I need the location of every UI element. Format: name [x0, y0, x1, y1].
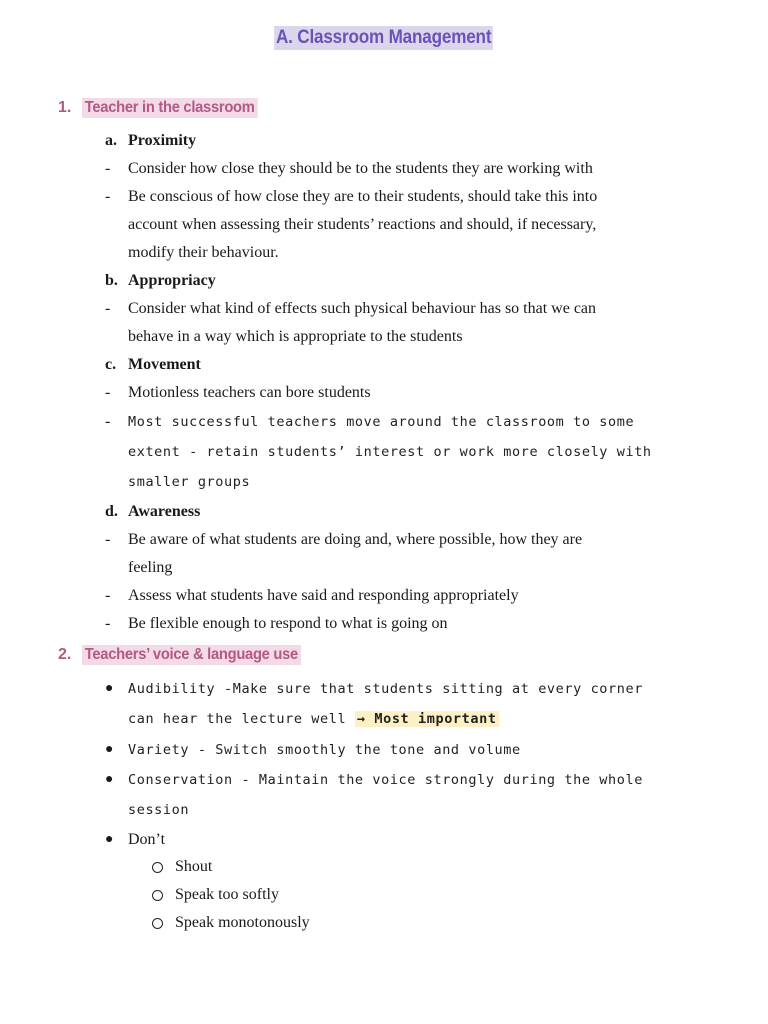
hollow-circle-icon	[152, 862, 163, 873]
proximity-item-2-line-1: Be conscious of how close they are to their students, should take this into	[128, 188, 598, 205]
variety-line: Variety - Switch smoothly the tone and volume	[128, 742, 521, 758]
most-important-highlight: → Most important	[356, 711, 497, 727]
title-wrap	[0, 26, 768, 50]
dash-marker: -	[105, 300, 111, 317]
movement-item-2-line-2: extent - retain students’ interest or work more closely with	[128, 444, 652, 460]
awareness-item-3: Be flexible enough to respond to what is going on	[128, 615, 448, 632]
bullet-icon: ●	[105, 742, 114, 757]
dash-marker: -	[105, 188, 111, 205]
dont-item-shout: Shout	[175, 858, 213, 875]
awareness-item-1-line-1: Be aware of what students are doing and, where possible, how they are	[128, 531, 583, 548]
audibility-line-2-text: can hear the lecture well	[128, 711, 355, 727]
section-2-number: 2.	[58, 646, 72, 663]
awareness-heading: Awareness	[128, 503, 201, 520]
dash-marker: -	[105, 531, 111, 548]
audibility-line-1: Audibility -Make sure that students sitting at every corner	[128, 681, 643, 697]
dash-marker: -	[105, 615, 111, 632]
proximity-item-2-line-3: modify their behaviour.	[128, 244, 279, 261]
movement-letter: c.	[105, 356, 117, 373]
conservation-line-1: Conservation - Maintain the voice strongly during the whole	[128, 772, 643, 788]
dont-label: Don’t	[128, 831, 166, 848]
movement-item-2-line-3: smaller groups	[128, 474, 251, 490]
section-2-title: Teachers’ voice & language use	[82, 645, 301, 665]
appropriacy-item-1-line-2: behave in a way which is appropriate to the students	[128, 328, 463, 345]
proximity-item-1: Consider how close they should be to the students they are working with	[128, 160, 593, 177]
appropriacy-item-1-line-1: Consider what kind of effects such physical behaviour has so that we can	[128, 300, 597, 317]
dash-marker: -	[105, 160, 111, 177]
proximity-heading: Proximity	[128, 132, 197, 149]
dash-marker: -	[105, 587, 111, 604]
awareness-item-1-line-2: feeling	[128, 559, 173, 576]
proximity-item-2-line-2: account when assessing their students’ reactions and should, if necessary,	[128, 216, 597, 233]
hollow-circle-icon	[152, 918, 163, 929]
appropriacy-heading: Appropriacy	[128, 272, 216, 289]
bullet-icon: ●	[105, 681, 114, 696]
awareness-item-2: Assess what students have said and responding appropriately	[128, 587, 519, 604]
section-1-title: Teacher in the classroom	[82, 98, 257, 118]
conservation-line-2: session	[128, 802, 190, 818]
bullet-icon: ●	[105, 832, 114, 847]
appropriacy-letter: b.	[105, 272, 118, 289]
movement-item-2-line-1: Most successful teachers move around the classroom to some	[128, 414, 635, 430]
awareness-letter: d.	[105, 503, 118, 520]
movement-heading: Movement	[128, 356, 201, 373]
hollow-circle-icon	[152, 890, 163, 901]
dont-item-soft: Speak too softly	[175, 886, 279, 903]
dash-marker: -	[105, 384, 111, 401]
audibility-line-2	[128, 709, 499, 729]
section-1-heading	[58, 98, 273, 118]
section-1-number: 1.	[58, 99, 72, 116]
bullet-icon: ●	[105, 772, 114, 787]
page-title: A. Classroom Management	[276, 27, 492, 48]
movement-item-1: Motionless teachers can bore students	[128, 384, 371, 401]
section-2-heading	[58, 645, 320, 665]
dont-item-monotone: Speak monotonously	[175, 914, 310, 931]
dash-marker: -	[105, 413, 111, 430]
proximity-letter: a.	[105, 132, 117, 149]
